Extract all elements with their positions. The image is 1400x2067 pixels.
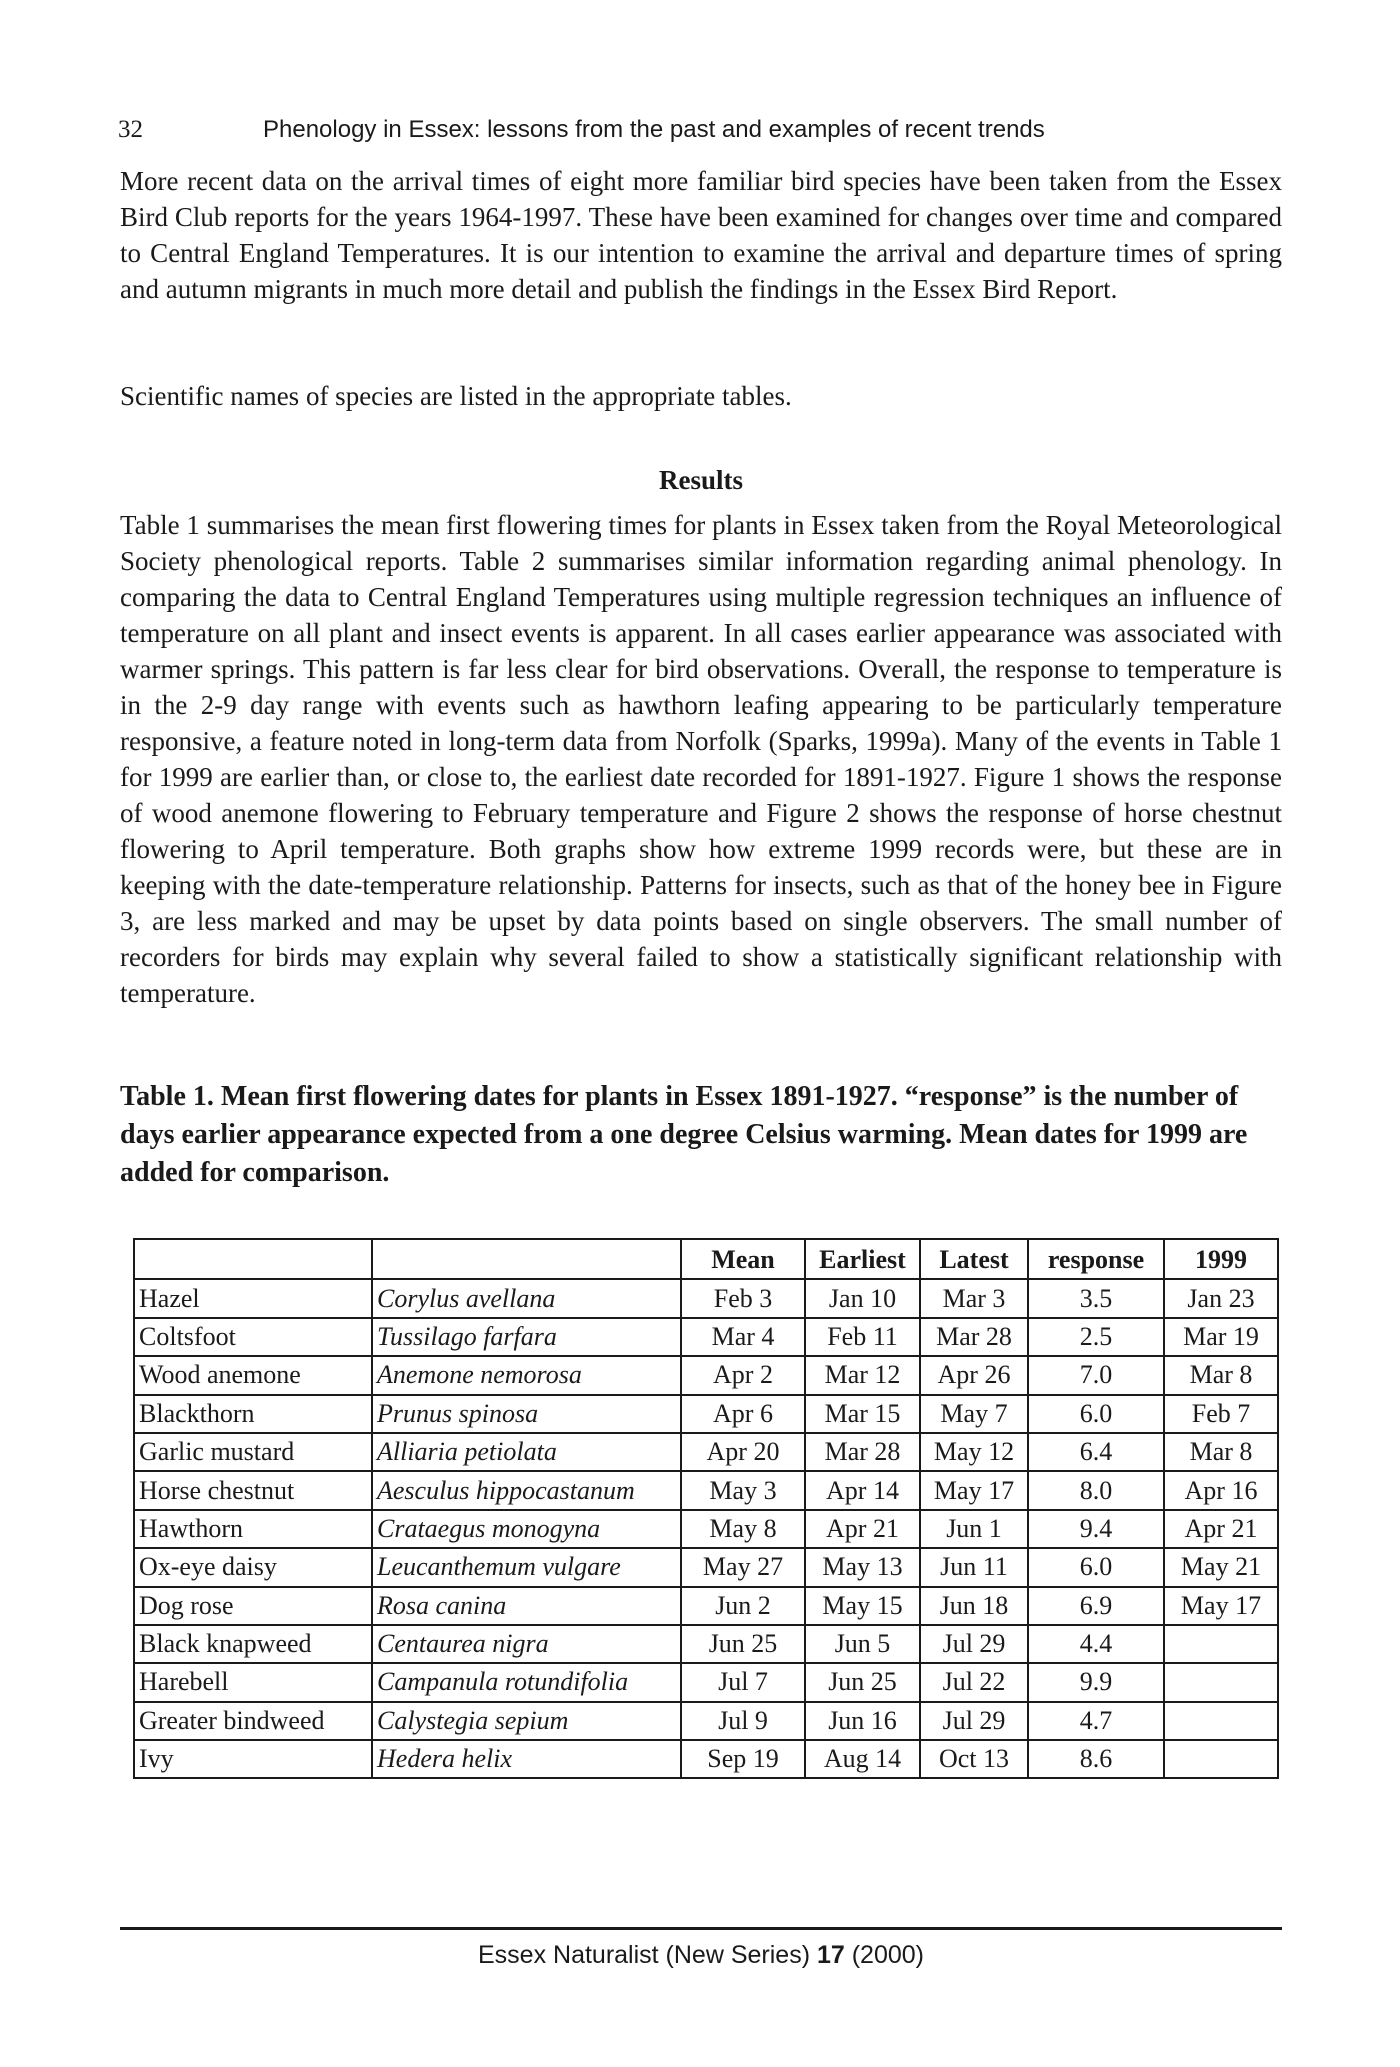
table-body xyxy=(134,1279,1278,1778)
cell-latest: Jun 11 xyxy=(920,1548,1028,1586)
flowering-dates-table xyxy=(133,1238,1279,1779)
cell-1999: Mar 19 xyxy=(1164,1318,1278,1356)
cell-1999: May 17 xyxy=(1164,1587,1278,1625)
cell-mean: May 8 xyxy=(681,1510,805,1548)
cell-mean: Jun 25 xyxy=(681,1625,805,1663)
cell-latest: Jul 29 xyxy=(920,1625,1028,1663)
cell-mean: May 3 xyxy=(681,1471,805,1509)
cell-earliest: Apr 21 xyxy=(805,1510,920,1548)
footer-rule xyxy=(120,1927,1282,1930)
cell-common-name: Black knapweed xyxy=(134,1625,372,1663)
scientific-names-note: Scientific names of species are listed in the appropriate tables. xyxy=(120,381,792,411)
cell-scientific-name: Rosa canina xyxy=(372,1587,681,1625)
cell-response: 6.0 xyxy=(1028,1548,1164,1586)
cell-earliest: May 15 xyxy=(805,1587,920,1625)
cell-response: 6.4 xyxy=(1028,1433,1164,1471)
header-cell-latest: Latest xyxy=(920,1239,1028,1279)
cell-mean: Mar 4 xyxy=(681,1318,805,1356)
cell-earliest: Mar 12 xyxy=(805,1356,920,1394)
cell-response: 2.5 xyxy=(1028,1318,1164,1356)
cell-latest: Oct 13 xyxy=(920,1740,1028,1778)
header-cell-earliest: Earliest xyxy=(805,1239,920,1279)
page-footer xyxy=(120,1941,1282,1970)
cell-1999 xyxy=(1164,1663,1278,1701)
cell-mean: Feb 3 xyxy=(681,1279,805,1317)
table-row xyxy=(134,1625,1278,1663)
cell-response: 6.0 xyxy=(1028,1395,1164,1433)
header-cell-response: response xyxy=(1028,1239,1164,1279)
cell-scientific-name: Calystegia sepium xyxy=(372,1702,681,1740)
cell-earliest: Jun 16 xyxy=(805,1702,920,1740)
table-row xyxy=(134,1471,1278,1509)
cell-earliest: Jun 25 xyxy=(805,1663,920,1701)
cell-mean: Jul 7 xyxy=(681,1663,805,1701)
page-number: 32 xyxy=(118,116,143,143)
header-cell-scientific-name xyxy=(372,1239,681,1279)
page-header xyxy=(118,116,1278,156)
cell-common-name: Blackthorn xyxy=(134,1395,372,1433)
cell-latest: Jun 1 xyxy=(920,1510,1028,1548)
table-row xyxy=(134,1510,1278,1548)
table-row xyxy=(134,1548,1278,1586)
cell-response: 4.4 xyxy=(1028,1625,1164,1663)
cell-mean: Apr 2 xyxy=(681,1356,805,1394)
cell-response: 3.5 xyxy=(1028,1279,1164,1317)
cell-common-name: Harebell xyxy=(134,1663,372,1701)
header-cell-mean: Mean xyxy=(681,1239,805,1279)
footer-volume: 17 xyxy=(816,1941,845,1969)
cell-mean: Apr 6 xyxy=(681,1395,805,1433)
cell-response: 4.7 xyxy=(1028,1702,1164,1740)
table-row xyxy=(134,1318,1278,1356)
cell-1999: Mar 8 xyxy=(1164,1433,1278,1471)
table-row xyxy=(134,1587,1278,1625)
cell-latest: May 7 xyxy=(920,1395,1028,1433)
cell-1999 xyxy=(1164,1702,1278,1740)
cell-common-name: Wood anemone xyxy=(134,1356,372,1394)
cell-earliest: Jan 10 xyxy=(805,1279,920,1317)
table-row xyxy=(134,1740,1278,1778)
table-caption: Table 1. Mean first flowering dates for plants in Essex 1891-1927. “response” is the number of days earlier appearance expected from a one degree Celsius warming. Mean dates for 1999 are added for comparison. xyxy=(120,1081,1248,1188)
cell-common-name: Greater bindweed xyxy=(134,1702,372,1740)
cell-latest: Jul 22 xyxy=(920,1663,1028,1701)
cell-scientific-name: Corylus avellana xyxy=(372,1279,681,1317)
cell-mean: May 27 xyxy=(681,1548,805,1586)
cell-scientific-name: Alliaria petiolata xyxy=(372,1433,681,1471)
cell-scientific-name: Hedera helix xyxy=(372,1740,681,1778)
cell-mean: Jun 2 xyxy=(681,1587,805,1625)
cell-scientific-name: Anemone nemorosa xyxy=(372,1356,681,1394)
intro-paragraph: More recent data on the arrival times of eight more familiar bird species have been taken from the Essex Bird Club reports for the years 1964-1997. These have been examined for changes over time and compared to Central England Temperatures. It is our intention to examine the arrival and departure times of spring and autumn migrants in much more detail and publish the findings in the Essex Bird Report. xyxy=(120,166,1282,304)
cell-response: 9.4 xyxy=(1028,1510,1164,1548)
cell-latest: Jun 18 xyxy=(920,1587,1028,1625)
cell-common-name: Hazel xyxy=(134,1279,372,1317)
footer-journal: Essex Naturalist (New Series) xyxy=(477,1941,811,1969)
cell-1999: Feb 7 xyxy=(1164,1395,1278,1433)
results-heading: Results xyxy=(658,465,743,495)
footer-year: (2000) xyxy=(851,1941,924,1969)
cell-mean: Sep 19 xyxy=(681,1740,805,1778)
cell-mean: Jul 9 xyxy=(681,1702,805,1740)
cell-earliest: Feb 11 xyxy=(805,1318,920,1356)
cell-response: 8.0 xyxy=(1028,1471,1164,1509)
cell-earliest: Apr 14 xyxy=(805,1471,920,1509)
cell-common-name: Ivy xyxy=(134,1740,372,1778)
cell-scientific-name: Aesculus hippocastanum xyxy=(372,1471,681,1509)
cell-earliest: Jun 5 xyxy=(805,1625,920,1663)
cell-common-name: Garlic mustard xyxy=(134,1433,372,1471)
cell-mean: Apr 20 xyxy=(681,1433,805,1471)
table-row xyxy=(134,1702,1278,1740)
cell-response: 8.6 xyxy=(1028,1740,1164,1778)
cell-1999: May 21 xyxy=(1164,1548,1278,1586)
cell-response: 6.9 xyxy=(1028,1587,1164,1625)
table-row xyxy=(134,1356,1278,1394)
cell-1999: Apr 16 xyxy=(1164,1471,1278,1509)
cell-scientific-name: Crataegus monogyna xyxy=(372,1510,681,1548)
cell-latest: Mar 28 xyxy=(920,1318,1028,1356)
cell-1999 xyxy=(1164,1625,1278,1663)
table-row xyxy=(134,1395,1278,1433)
cell-common-name: Dog rose xyxy=(134,1587,372,1625)
cell-latest: Mar 3 xyxy=(920,1279,1028,1317)
header-cell-1999: 1999 xyxy=(1164,1239,1278,1279)
cell-scientific-name: Tussilago farfara xyxy=(372,1318,681,1356)
cell-latest: May 17 xyxy=(920,1471,1028,1509)
cell-common-name: Horse chestnut xyxy=(134,1471,372,1509)
cell-earliest: Aug 14 xyxy=(805,1740,920,1778)
cell-earliest: May 13 xyxy=(805,1548,920,1586)
cell-earliest: Mar 28 xyxy=(805,1433,920,1471)
cell-scientific-name: Campanula rotundifolia xyxy=(372,1663,681,1701)
cell-common-name: Coltsfoot xyxy=(134,1318,372,1356)
running-title: Phenology in Essex: lessons from the past and examples of recent trends xyxy=(263,116,1045,143)
cell-scientific-name: Leucanthemum vulgare xyxy=(372,1548,681,1586)
header-cell-common-name xyxy=(134,1239,372,1279)
table-header-row xyxy=(134,1239,1278,1279)
cell-1999: Apr 21 xyxy=(1164,1510,1278,1548)
table-row xyxy=(134,1433,1278,1471)
table-row xyxy=(134,1663,1278,1701)
cell-response: 9.9 xyxy=(1028,1663,1164,1701)
table-row xyxy=(134,1279,1278,1317)
results-paragraph: Table 1 summarises the mean first flowering times for plants in Essex taken from the Royal Meteorological Society phenological reports. Table 2 summarises similar information regarding animal phenology. In comparing the data to Central England Temperatures using multiple regression techniques an influence of temperature on all plant and insect events is apparent. In all cases earlier appearance was associated with warmer springs. This pattern is far less clear for bird observations. Overall, the response to temperature is in the 2-9 day range with events such as hawthorn leafing appearing to be particularly temperature responsive, a feature noted in long-term data from Norfolk (Sparks, 1999a). Many of the events in Table 1 for 1999 are earlier than, or close to, the earliest date recorded for 1891-1927. Figure 1 shows the response of wood anemone flowering to February temperature and Figure 2 shows the response of horse chestnut flowering to April temperature. Both graphs show how extreme 1999 records were, but these are in keeping with the date-temperature relationship. Patterns for insects, such as that of the honey bee in Figure 3, are less marked and may be upset by data points based on single observers. The small number of recorders for birds may explain why several failed to show a statistically significant relationship with temperature. xyxy=(120,510,1282,1008)
cell-latest: Jul 29 xyxy=(920,1702,1028,1740)
cell-common-name: Hawthorn xyxy=(134,1510,372,1548)
cell-1999: Mar 8 xyxy=(1164,1356,1278,1394)
cell-scientific-name: Centaurea nigra xyxy=(372,1625,681,1663)
cell-latest: May 12 xyxy=(920,1433,1028,1471)
cell-scientific-name: Prunus spinosa xyxy=(372,1395,681,1433)
cell-common-name: Ox-eye daisy xyxy=(134,1548,372,1586)
cell-earliest: Mar 15 xyxy=(805,1395,920,1433)
cell-latest: Apr 26 xyxy=(920,1356,1028,1394)
cell-1999 xyxy=(1164,1740,1278,1778)
cell-response: 7.0 xyxy=(1028,1356,1164,1394)
cell-1999: Jan 23 xyxy=(1164,1279,1278,1317)
